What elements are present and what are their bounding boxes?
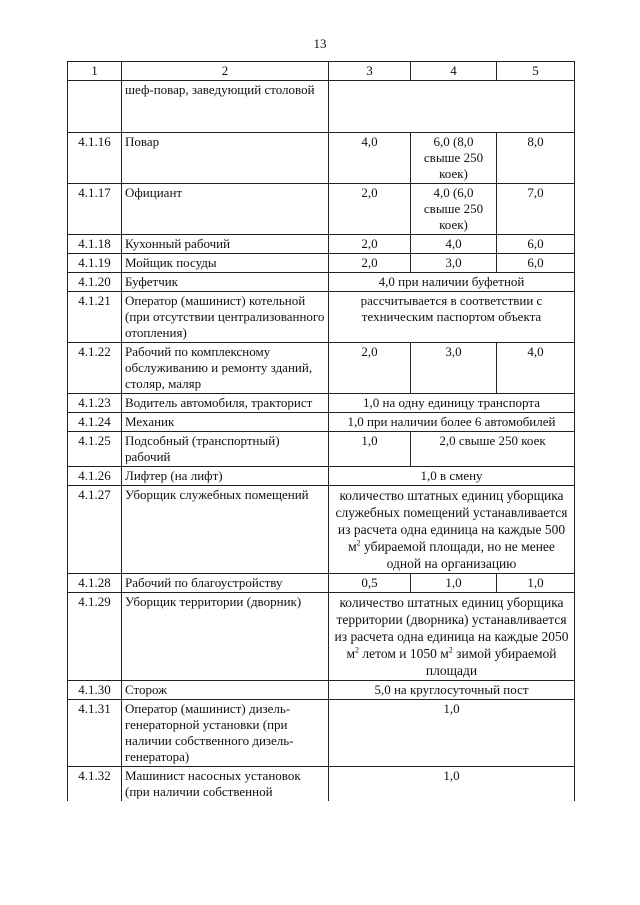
merged-value-cell: 1,0 в смену [329, 467, 575, 486]
table-row [68, 467, 575, 486]
value-cell-4: 4,0 (6,0 свыше 250 коек) [411, 184, 497, 235]
row-number: 4.1.16 [68, 133, 122, 184]
row-number: 4.1.32 [68, 767, 122, 802]
merged-text-b: убираемой площади, но не менее одной на организацию [360, 539, 555, 571]
table-row [68, 681, 575, 700]
merged-value-cell: 1,0 на одну единицу транспорта [329, 394, 575, 413]
position-cell: шеф-повар, заведующий столовой [122, 81, 329, 133]
header-col-1: 1 [68, 62, 122, 81]
value-cell-5: 8,0 [497, 133, 575, 184]
row-number: 4.1.27 [68, 486, 122, 574]
merged-value-cell: 1,0 при наличии более 6 автомобилей [329, 413, 575, 432]
row-number: 4.1.24 [68, 413, 122, 432]
table-row [68, 133, 575, 184]
value-cell-3: 2,0 [329, 184, 411, 235]
merged-text-b: летом и 1050 м [359, 646, 449, 661]
row-number: 4.1.19 [68, 254, 122, 273]
header-row [68, 62, 575, 81]
value-cell-5: 4,0 [497, 343, 575, 394]
position-cell: Оператор (машинист) дизель-генераторной установки (при наличии собственного дизель-генератора) [122, 700, 329, 767]
merged-value-cell: 1,0 [329, 767, 575, 802]
table-row [68, 292, 575, 343]
row-number: 4.1.20 [68, 273, 122, 292]
staffing-table [67, 61, 575, 801]
value-cell-4: 1,0 [411, 574, 497, 593]
merged-value-cell: 4,0 при наличии буфетной [329, 273, 575, 292]
position-cell: Лифтер (на лифт) [122, 467, 329, 486]
row-number [68, 81, 122, 133]
value-cell-3: 0,5 [329, 574, 411, 593]
value-cell-3: 2,0 [329, 235, 411, 254]
merged-value-cell: 1,0 [329, 700, 575, 767]
header-col-3: 3 [329, 62, 411, 81]
value-cell [329, 81, 575, 133]
row-number: 4.1.17 [68, 184, 122, 235]
row-number: 4.1.31 [68, 700, 122, 767]
page-number: 13 [313, 36, 327, 51]
row-number: 4.1.22 [68, 343, 122, 394]
value-cell-5: 6,0 [497, 254, 575, 273]
value-cell-4: 4,0 [411, 235, 497, 254]
table-row [68, 273, 575, 292]
value-cell-3: 4,0 [329, 133, 411, 184]
position-cell: Повар [122, 133, 329, 184]
merged-text-a: количество штатных единиц уборщика территории (дворника) устанавливается из расчета одна единица на каждые 2050 м [334, 595, 569, 661]
superscript: 2 [356, 538, 361, 548]
value-cell-4-5: 2,0 свыше 250 коек [411, 432, 575, 467]
value-cell-4: 3,0 [411, 254, 497, 273]
merged-value-cell: рассчитывается в соответствии с техническим паспортом объекта [329, 292, 575, 343]
value-cell-3: 2,0 [329, 254, 411, 273]
table-row [68, 81, 575, 133]
row-number: 4.1.26 [68, 467, 122, 486]
value-cell-5: 6,0 [497, 235, 575, 254]
position-cell: Механик [122, 413, 329, 432]
position-cell: Водитель автомобиля, тракторист [122, 394, 329, 413]
merged-value-cell [329, 486, 575, 574]
merged-value-cell [329, 593, 575, 681]
position-cell: Мойщик посуды [122, 254, 329, 273]
position-cell: Оператор (машинист) котельной (при отсутствии централизованного отопления) [122, 292, 329, 343]
value-cell-5: 1,0 [497, 574, 575, 593]
row-number: 4.1.30 [68, 681, 122, 700]
position-cell: Рабочий по благоустройству [122, 574, 329, 593]
superscript: 2 [448, 645, 453, 655]
position-cell: Буфетчик [122, 273, 329, 292]
row-number: 4.1.18 [68, 235, 122, 254]
header-col-2: 2 [122, 62, 329, 81]
header-col-4: 4 [411, 62, 497, 81]
position-cell: Рабочий по комплексному обслуживанию и ремонту зданий, столяр, маляр [122, 343, 329, 394]
header-col-5: 5 [497, 62, 575, 81]
row-number: 4.1.29 [68, 593, 122, 681]
position-cell: Машинист насосных установок (при наличии собственной [122, 767, 329, 802]
table-row [68, 235, 575, 254]
table-row [68, 254, 575, 273]
value-cell-3: 2,0 [329, 343, 411, 394]
position-cell: Подсобный (транспортный) рабочий [122, 432, 329, 467]
table-row [68, 413, 575, 432]
table-row [68, 574, 575, 593]
table-row [68, 343, 575, 394]
value-cell-3: 1,0 [329, 432, 411, 467]
table-row [68, 593, 575, 681]
row-number: 4.1.21 [68, 292, 122, 343]
row-number: 4.1.23 [68, 394, 122, 413]
table-row [68, 700, 575, 767]
value-cell-5: 7,0 [497, 184, 575, 235]
position-cell: Уборщик территории (дворник) [122, 593, 329, 681]
superscript: 2 [355, 645, 360, 655]
position-cell: Кухонный рабочий [122, 235, 329, 254]
position-cell: Уборщик служебных помещений [122, 486, 329, 574]
position-cell: Официант [122, 184, 329, 235]
table-row [68, 432, 575, 467]
table-row [68, 394, 575, 413]
value-cell-4: 6,0 (8,0 свыше 250 коек) [411, 133, 497, 184]
merged-text-a: количество штатных единиц уборщика служебных помещений устанавливается из расчета одна единица на каждые 500 м [335, 488, 568, 554]
table-row [68, 486, 575, 574]
table-row [68, 767, 575, 802]
merged-value-cell: 5,0 на круглосуточный пост [329, 681, 575, 700]
value-cell-4: 3,0 [411, 343, 497, 394]
row-number: 4.1.28 [68, 574, 122, 593]
table-row [68, 184, 575, 235]
merged-text-c: зимой убираемой площади [425, 646, 557, 678]
row-number: 4.1.25 [68, 432, 122, 467]
position-cell: Сторож [122, 681, 329, 700]
